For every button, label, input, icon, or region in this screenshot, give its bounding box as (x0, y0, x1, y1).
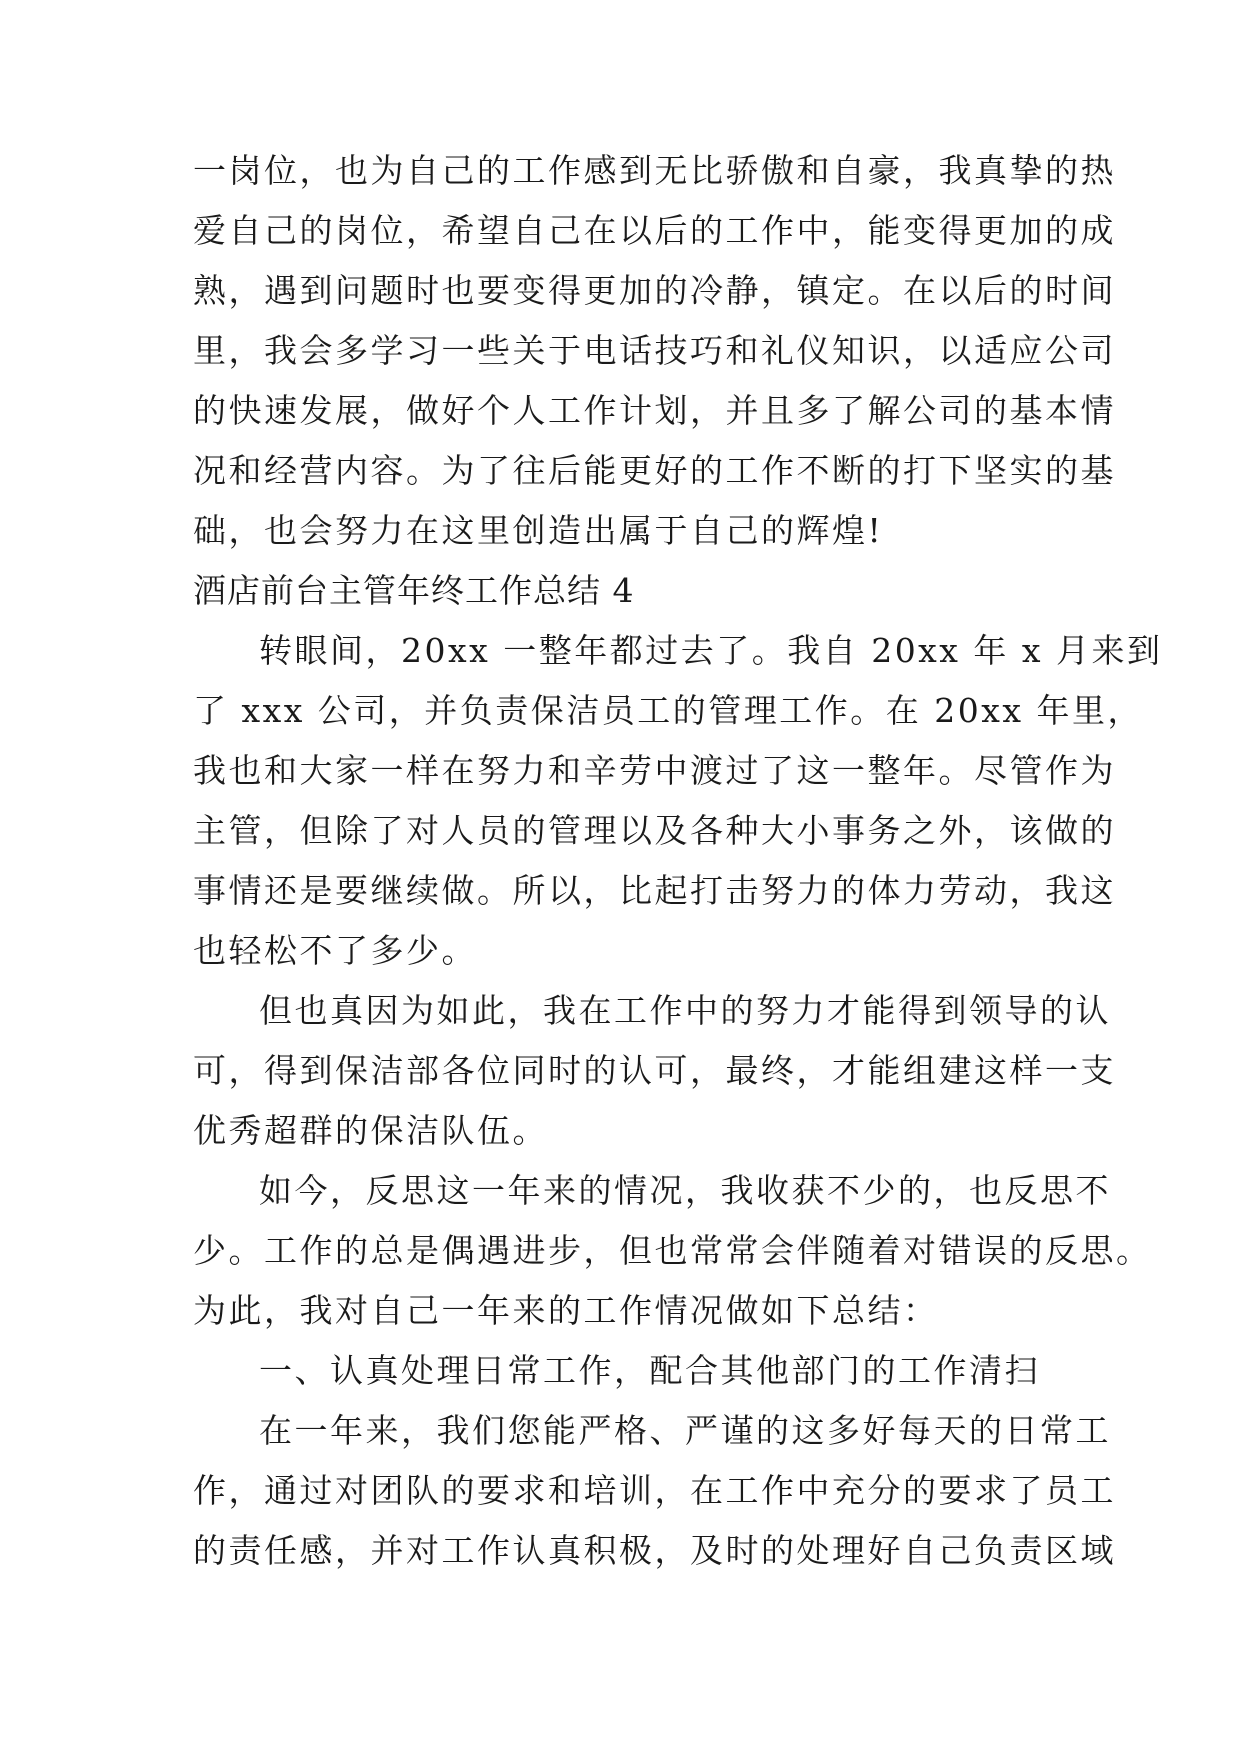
text-line: 的快速发展，做好个人工作计划，并且多了解公司的基本情 (193, 391, 1116, 430)
text-line: 少。工作的总是偶遇进步，但也常常会伴随着对错误的反思。 (193, 1231, 1152, 1270)
text-line: 优秀超群的保洁队伍。 (193, 1111, 548, 1150)
text-line: 一岗位，也为自己的工作感到无比骄傲和自豪，我真挚的热 (193, 151, 1116, 190)
text-line: 如今，反思这一年来的情况，我收获不少的，也反思不 (259, 1171, 1111, 1210)
text-line: 里，我会多学习一些关于电话技巧和礼仪知识，以适应公司 (193, 331, 1116, 370)
text-line: 事情还是要继续做。所以，比起打击努力的体力劳动，我这 (193, 871, 1116, 910)
text-line: 转眼间，20xx 一整年都过去了。我自 20xx 年 x 月来到 (259, 631, 1163, 670)
text-line: 了 xxx 公司，并负责保洁员工的管理工作。在 20xx 年里， (193, 691, 1144, 730)
subsection-title: 一、认真处理日常工作，配合其他部门的工作清扫 (259, 1351, 1040, 1390)
paragraph-daily-work (193, 1401, 1116, 1581)
text-line: 础，也会努力在这里创造出属于自己的辉煌! (193, 511, 884, 550)
text-line: 作，通过对团队的要求和培训，在工作中充分的要求了员工 (193, 1471, 1116, 1510)
text-line: 也轻松不了多少。 (193, 931, 477, 970)
document-body (193, 141, 1163, 1581)
text-line: 况和经营内容。为了往后能更好的工作不断的打下坚实的基 (193, 451, 1116, 490)
text-line: 但也真因为如此，我在工作中的努力才能得到领导的认 (259, 991, 1111, 1030)
text-line: 的责任感，并对工作认真积极，及时的处理好自己负责区域 (193, 1531, 1116, 1570)
text-line: 主管，但除了对人员的管理以及各种大小事务之外，该做的 (193, 811, 1116, 850)
text-line: 在一年来，我们您能严格、严谨的这多好每天的日常工 (259, 1411, 1111, 1450)
text-line: 可，得到保洁部各位同时的认可，最终，才能组建这样一支 (193, 1051, 1116, 1090)
paragraph-recognition (193, 981, 1116, 1161)
text-line: 爱自己的岗位，希望自己在以后的工作中，能变得更加的成 (193, 211, 1116, 250)
text-line: 我也和大家一样在努力和辛劳中渡过了这一整年。尽管作为 (193, 751, 1116, 790)
text-line: 熟，遇到问题时也要变得更加的冷静，镇定。在以后的时间 (193, 271, 1116, 310)
paragraph-intro (193, 621, 1163, 981)
section-heading: 酒店前台主管年终工作总结 4 (193, 571, 635, 610)
text-line: 为此，我对自己一年来的工作情况做如下总结： (193, 1291, 939, 1330)
paragraph-reflection (193, 1161, 1152, 1341)
paragraph-continuation (193, 141, 1116, 561)
